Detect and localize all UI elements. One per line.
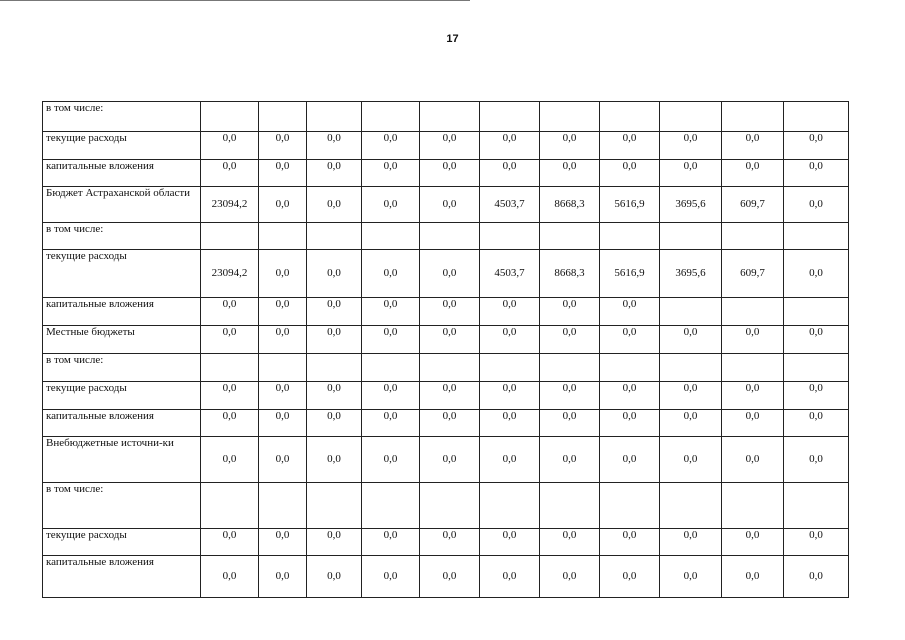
page-number: 17 <box>446 33 459 45</box>
value-cell <box>540 223 600 250</box>
value-cell <box>600 102 660 132</box>
value-cell: 5616,9 <box>600 187 660 223</box>
value-cell <box>722 102 784 132</box>
value-cell: 0,0 <box>660 326 722 354</box>
value-cell: 0,0 <box>307 437 362 483</box>
value-cell: 0,0 <box>362 187 420 223</box>
value-cell: 0,0 <box>784 410 849 437</box>
value-cell: 0,0 <box>660 160 722 187</box>
row-label: в том числе: <box>43 483 201 529</box>
value-cell: 0,0 <box>259 160 307 187</box>
budget-table-body <box>43 102 849 598</box>
value-cell: 8668,3 <box>540 250 600 298</box>
value-cell: 0,0 <box>722 160 784 187</box>
value-cell: 0,0 <box>600 382 660 410</box>
value-cell: 0,0 <box>420 132 480 160</box>
value-cell: 0,0 <box>201 437 259 483</box>
value-cell: 23094,2 <box>201 250 259 298</box>
value-cell: 0,0 <box>600 132 660 160</box>
value-cell <box>307 102 362 132</box>
value-cell <box>784 223 849 250</box>
value-cell <box>259 102 307 132</box>
value-cell: 0,0 <box>259 187 307 223</box>
value-cell <box>201 102 259 132</box>
value-cell <box>420 483 480 529</box>
value-cell: 0,0 <box>259 410 307 437</box>
value-cell: 0,0 <box>420 529 480 556</box>
value-cell: 0,0 <box>480 410 540 437</box>
value-cell: 0,0 <box>480 382 540 410</box>
value-cell: 0,0 <box>784 556 849 598</box>
value-cell <box>480 354 540 382</box>
value-cell: 0,0 <box>660 529 722 556</box>
value-cell: 0,0 <box>660 132 722 160</box>
value-cell: 0,0 <box>362 529 420 556</box>
value-cell <box>307 354 362 382</box>
value-cell <box>362 102 420 132</box>
value-cell <box>420 223 480 250</box>
value-cell: 3695,6 <box>660 187 722 223</box>
value-cell: 0,0 <box>307 410 362 437</box>
value-cell: 0,0 <box>420 326 480 354</box>
value-cell <box>201 354 259 382</box>
table-row <box>43 483 849 529</box>
value-cell: 0,0 <box>540 326 600 354</box>
value-cell: 0,0 <box>722 529 784 556</box>
value-cell <box>259 223 307 250</box>
value-cell <box>784 354 849 382</box>
value-cell <box>259 483 307 529</box>
value-cell: 0,0 <box>600 529 660 556</box>
value-cell <box>307 483 362 529</box>
table-row <box>43 160 849 187</box>
value-cell <box>420 354 480 382</box>
table-row <box>43 250 849 298</box>
value-cell: 0,0 <box>660 556 722 598</box>
value-cell <box>784 298 849 326</box>
value-cell: 0,0 <box>600 437 660 483</box>
value-cell: 0,0 <box>480 556 540 598</box>
value-cell: 3695,6 <box>660 250 722 298</box>
value-cell: 0,0 <box>362 437 420 483</box>
value-cell: 0,0 <box>307 326 362 354</box>
row-label: текущие расходы <box>43 132 201 160</box>
value-cell: 0,0 <box>540 410 600 437</box>
value-cell <box>362 223 420 250</box>
table-row <box>43 382 849 410</box>
value-cell: 0,0 <box>201 326 259 354</box>
value-cell: 0,0 <box>259 326 307 354</box>
value-cell <box>784 483 849 529</box>
table-row <box>43 437 849 483</box>
value-cell: 0,0 <box>480 326 540 354</box>
value-cell: 23094,2 <box>201 187 259 223</box>
row-label: текущие расходы <box>43 382 201 410</box>
value-cell: 0,0 <box>784 132 849 160</box>
value-cell: 0,0 <box>362 132 420 160</box>
value-cell: 0,0 <box>259 132 307 160</box>
value-cell: 0,0 <box>362 410 420 437</box>
value-cell <box>420 102 480 132</box>
value-cell: 0,0 <box>259 556 307 598</box>
value-cell: 0,0 <box>600 326 660 354</box>
value-cell <box>600 354 660 382</box>
table-row <box>43 354 849 382</box>
table-row <box>43 187 849 223</box>
value-cell: 0,0 <box>540 437 600 483</box>
table-row <box>43 410 849 437</box>
row-label: текущие расходы <box>43 250 201 298</box>
value-cell: 0,0 <box>307 529 362 556</box>
value-cell: 0,0 <box>362 326 420 354</box>
row-label: Местные бюджеты <box>43 326 201 354</box>
value-cell: 0,0 <box>420 160 480 187</box>
value-cell: 0,0 <box>540 556 600 598</box>
value-cell: 0,0 <box>201 556 259 598</box>
value-cell: 0,0 <box>540 132 600 160</box>
value-cell: 4503,7 <box>480 187 540 223</box>
table-row <box>43 298 849 326</box>
value-cell: 0,0 <box>307 187 362 223</box>
table-row <box>43 223 849 250</box>
row-label: текущие расходы <box>43 529 201 556</box>
table-row <box>43 132 849 160</box>
table-row <box>43 556 849 598</box>
value-cell: 0,0 <box>201 382 259 410</box>
value-cell: 0,0 <box>540 382 600 410</box>
value-cell <box>362 483 420 529</box>
value-cell: 0,0 <box>722 132 784 160</box>
value-cell: 0,0 <box>480 298 540 326</box>
value-cell: 0,0 <box>600 556 660 598</box>
value-cell: 8668,3 <box>540 187 600 223</box>
value-cell: 0,0 <box>784 382 849 410</box>
table-row <box>43 326 849 354</box>
value-cell <box>259 354 307 382</box>
row-label: капитальные вложения <box>43 556 201 598</box>
value-cell <box>722 483 784 529</box>
value-cell: 0,0 <box>660 410 722 437</box>
row-label: Внебюджетные источни-ки <box>43 437 201 483</box>
value-cell: 0,0 <box>201 410 259 437</box>
value-cell: 0,0 <box>722 437 784 483</box>
row-label: капитальные вложения <box>43 410 201 437</box>
value-cell <box>362 354 420 382</box>
value-cell: 0,0 <box>784 250 849 298</box>
value-cell: 0,0 <box>540 529 600 556</box>
value-cell: 0,0 <box>259 437 307 483</box>
value-cell: 0,0 <box>259 382 307 410</box>
row-label: Бюджет Астраханской области <box>43 187 201 223</box>
value-cell: 0,0 <box>722 382 784 410</box>
value-cell <box>540 354 600 382</box>
value-cell: 0,0 <box>307 250 362 298</box>
value-cell: 4503,7 <box>480 250 540 298</box>
value-cell <box>660 223 722 250</box>
value-cell: 0,0 <box>660 382 722 410</box>
value-cell: 0,0 <box>362 556 420 598</box>
value-cell: 0,0 <box>480 160 540 187</box>
value-cell <box>600 483 660 529</box>
page-top-rule <box>0 0 470 1</box>
value-cell: 0,0 <box>480 132 540 160</box>
value-cell: 0,0 <box>307 298 362 326</box>
value-cell: 609,7 <box>722 250 784 298</box>
value-cell: 0,0 <box>259 298 307 326</box>
value-cell: 0,0 <box>307 382 362 410</box>
value-cell: 0,0 <box>307 556 362 598</box>
row-label: капитальные вложения <box>43 160 201 187</box>
table-row <box>43 102 849 132</box>
value-cell: 0,0 <box>480 529 540 556</box>
value-cell: 0,0 <box>540 298 600 326</box>
value-cell: 0,0 <box>420 298 480 326</box>
value-cell <box>201 483 259 529</box>
value-cell: 0,0 <box>259 250 307 298</box>
value-cell: 0,0 <box>600 298 660 326</box>
value-cell <box>660 102 722 132</box>
value-cell: 609,7 <box>722 187 784 223</box>
value-cell <box>722 298 784 326</box>
value-cell: 0,0 <box>420 250 480 298</box>
value-cell: 0,0 <box>784 437 849 483</box>
row-label: в том числе: <box>43 354 201 382</box>
value-cell: 0,0 <box>362 160 420 187</box>
row-label: капитальные вложения <box>43 298 201 326</box>
value-cell: 0,0 <box>480 437 540 483</box>
value-cell <box>540 483 600 529</box>
value-cell <box>480 223 540 250</box>
value-cell: 0,0 <box>259 529 307 556</box>
value-cell <box>722 354 784 382</box>
value-cell <box>600 223 660 250</box>
value-cell: 0,0 <box>362 382 420 410</box>
value-cell: 0,0 <box>420 382 480 410</box>
budget-table <box>42 101 849 598</box>
value-cell <box>480 102 540 132</box>
value-cell: 0,0 <box>722 326 784 354</box>
value-cell: 0,0 <box>307 132 362 160</box>
table-row <box>43 529 849 556</box>
value-cell: 5616,9 <box>600 250 660 298</box>
value-cell <box>660 354 722 382</box>
row-label: в том числе: <box>43 223 201 250</box>
value-cell <box>660 483 722 529</box>
value-cell: 0,0 <box>201 298 259 326</box>
row-label: в том числе: <box>43 102 201 132</box>
value-cell: 0,0 <box>784 529 849 556</box>
value-cell: 0,0 <box>600 160 660 187</box>
value-cell: 0,0 <box>420 556 480 598</box>
value-cell: 0,0 <box>420 410 480 437</box>
value-cell: 0,0 <box>784 326 849 354</box>
value-cell: 0,0 <box>722 410 784 437</box>
value-cell <box>480 483 540 529</box>
value-cell: 0,0 <box>660 437 722 483</box>
value-cell <box>540 102 600 132</box>
value-cell: 0,0 <box>784 187 849 223</box>
value-cell: 0,0 <box>722 556 784 598</box>
value-cell: 0,0 <box>307 160 362 187</box>
value-cell: 0,0 <box>201 529 259 556</box>
value-cell: 0,0 <box>420 187 480 223</box>
value-cell: 0,0 <box>420 437 480 483</box>
value-cell: 0,0 <box>201 160 259 187</box>
value-cell <box>722 223 784 250</box>
value-cell <box>201 223 259 250</box>
value-cell: 0,0 <box>540 160 600 187</box>
value-cell: 0,0 <box>362 298 420 326</box>
value-cell <box>307 223 362 250</box>
value-cell <box>784 102 849 132</box>
value-cell: 0,0 <box>201 132 259 160</box>
value-cell: 0,0 <box>362 250 420 298</box>
value-cell: 0,0 <box>784 160 849 187</box>
value-cell <box>660 298 722 326</box>
value-cell: 0,0 <box>600 410 660 437</box>
